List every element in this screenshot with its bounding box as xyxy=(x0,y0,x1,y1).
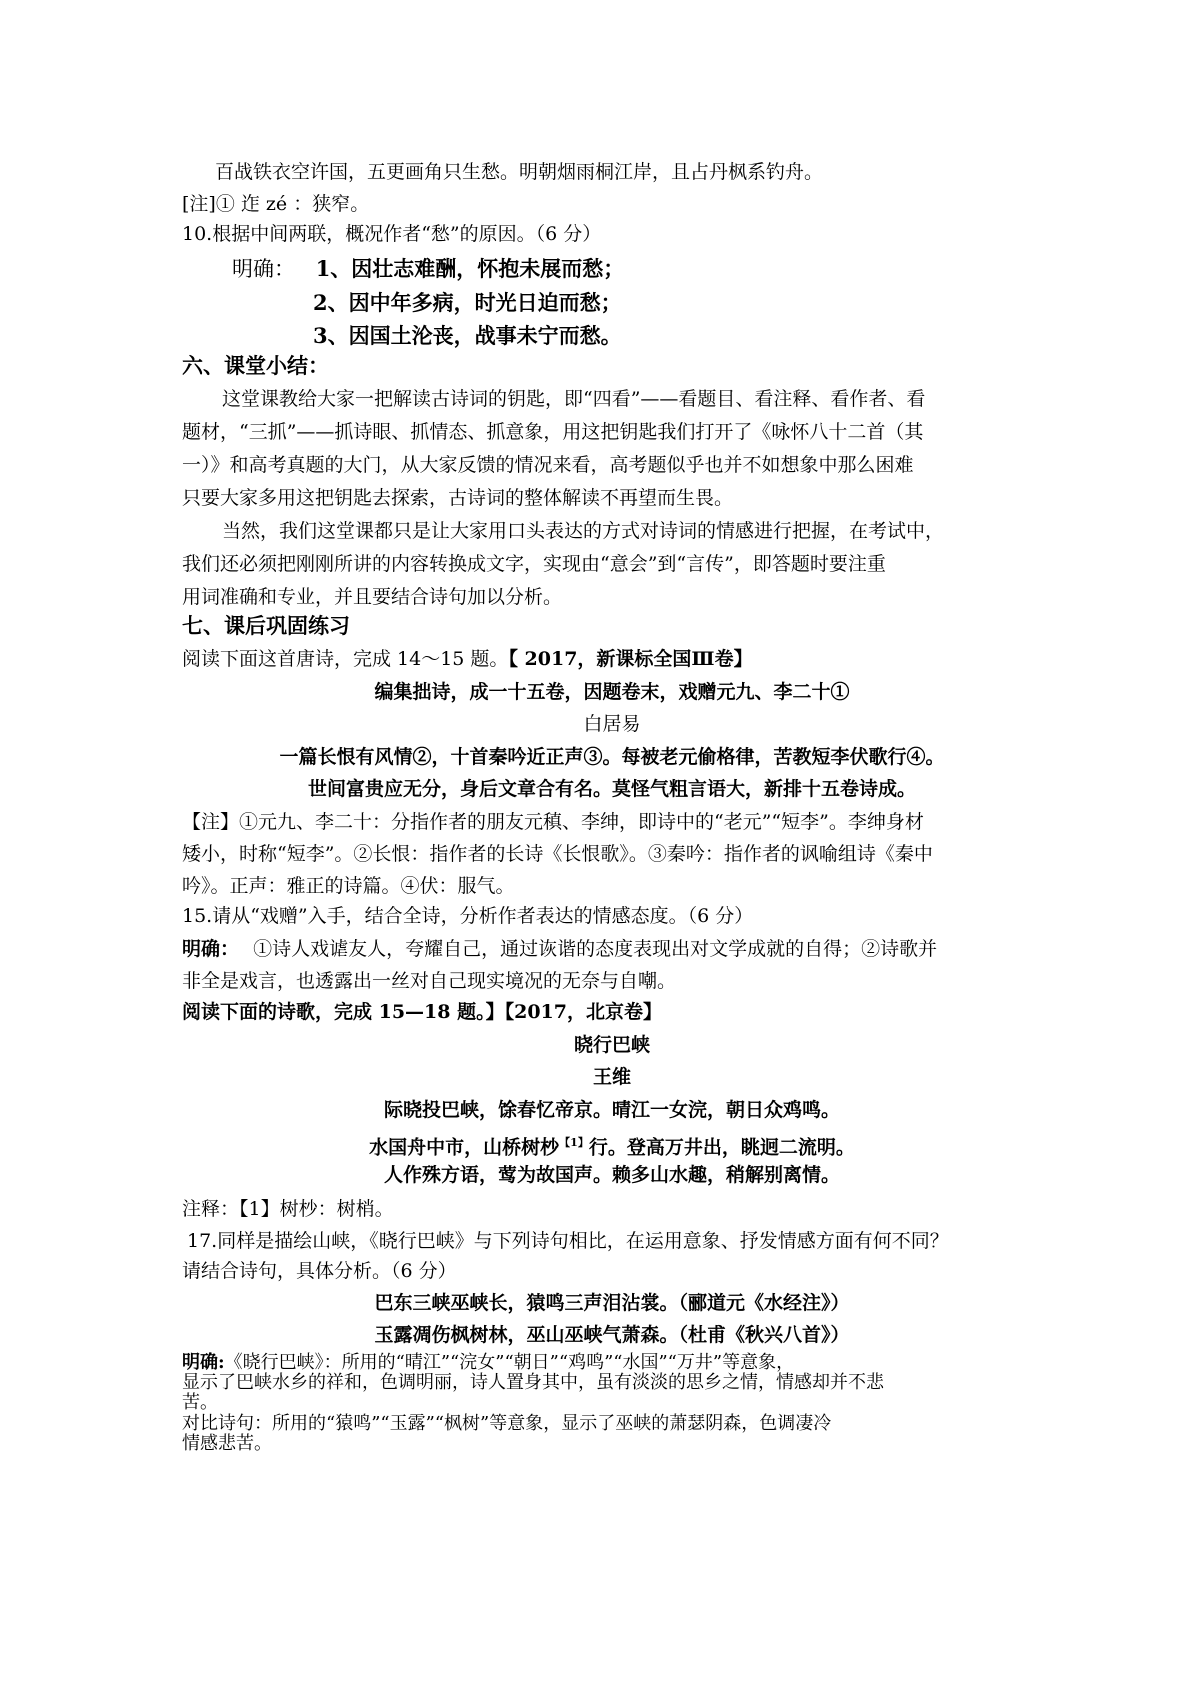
exercise-intro-16: 阅读下面的诗歌，完成 15—18 题。】【2017，北京卷】 xyxy=(182,1001,662,1023)
section-heading-7: 七、课后巩固练习 xyxy=(182,613,350,638)
exercise-source: 【 2017，新课标全国Ⅲ卷】 xyxy=(508,648,753,670)
answer-17-line-1 xyxy=(182,1353,1042,1373)
answer-10-line-3: 3、因国土沦丧，战事未宁而愁。 xyxy=(313,323,622,348)
answer-17-line-5: 情感悲苦。 xyxy=(182,1433,272,1454)
poem-2-line-1: 际晓投巴峡，馀春忆帝京。晴江一女浣，朝日众鸡鸣。 xyxy=(383,1099,840,1121)
answer-17-line-2: 显示了巴峡水乡的祥和，色调明丽，诗人置身其中，虽有淡淡的思乡之情，情感却并不悲 xyxy=(182,1372,884,1393)
poem-2-note: 注释：【1】树杪：树梢。 xyxy=(182,1198,394,1220)
poem-1-note-line-3: 吟》。正声：雅正的诗篇。④伏：服气。 xyxy=(182,875,515,897)
summary-paragraph-2-line-1: 当然，我们这堂课都只是让大家用口头表达的方式对诗词的情感进行把握，在考试中， xyxy=(222,520,945,542)
summary-paragraph-1-line-1: 这堂课教给大家一把解读古诗词的钥匙，即“四看”——看题目、看注释、看作者、看 xyxy=(222,388,926,410)
answer-text: 《晓行巴峡》：所用的“晴江”“浣女”“朝日”“鸡鸣”“水国”“万井”等意象， xyxy=(224,1352,795,1373)
poem-2-title: 晓行巴峡 xyxy=(573,1034,650,1056)
answer-label: 明确: xyxy=(182,1352,225,1373)
poem-1-note-line-2: 矮小，时称“短李”。②长恨：指作者的长诗《长恨歌》。③秦吟：指作者的讽喻组诗《秦中 xyxy=(182,843,933,865)
poem-1-line-2: 世间富贵应无分，身后文章合有名。莫怪气粗言语大，新排十五卷诗成。 xyxy=(307,778,916,800)
answer-label: 明确： xyxy=(182,938,240,960)
exercise-intro-14 xyxy=(182,647,1042,671)
answer-17-line-4: 对比诗句：所用的“猿鸣”“玉露”“枫树”等意象，显示了巫峡的萧瑟阴森，色调凄冷 xyxy=(182,1413,832,1434)
summary-paragraph-1-line-4: 只要大家多用这把钥匙去探索，古诗词的整体解读不再望而生畏。 xyxy=(182,487,734,509)
poem-2-line-3: 人作殊方语，莺为故国声。赖多山水趣，稍解别离情。 xyxy=(383,1164,840,1186)
answer-17-line-3: 苦。 xyxy=(182,1392,218,1413)
exercise-intro-text: 阅读下面这首唐诗，完成 14～15 题。 xyxy=(182,648,509,670)
annotation: [注]① 迮 zé ：狭窄。 xyxy=(182,193,370,215)
question-17-line-2: 请结合诗句，具体分析。（6 分） xyxy=(182,1260,457,1282)
poem-text: 行。登高万井出，眺迥二流明。 xyxy=(588,1136,855,1159)
poem-2-line-2 xyxy=(182,1131,1042,1159)
poem-1-title: 编集拙诗，成一十五卷，因题卷末，戏赠元九、李二十① xyxy=(374,681,850,703)
answer-10-line-2: 2、因中年多病，时光日迫而愁； xyxy=(313,290,622,315)
poem-1-line-1: 一篇长恨有风情②，十首秦吟近正声③。每被老元偷格律，苦教短李伏歌行④。 xyxy=(279,746,945,768)
poem-1-note-line-1: 【注】①元九、李二十：分指作者的朋友元稹、李绅，即诗中的“老元”“短李”。李绅身材 xyxy=(182,811,924,833)
comparison-poem-line-2: 玉露凋伤枫树林，巫山巫峡气萧森。（杜甫《秋兴八首》） xyxy=(374,1324,850,1346)
question-15: 15.请从“戏赠”入手，结合全诗，分析作者表达的情感态度。（6 分） xyxy=(182,905,754,927)
comparison-poem-line-1: 巴东三峡巫峡长，猿鸣三声泪沾裳。（郦道元《水经注》） xyxy=(374,1292,850,1314)
answer-text: ①诗人戏谑友人，夸耀自己，通过诙谐的态度表现出对文学成就的自得；②诗歌并 xyxy=(253,938,938,960)
answer-text: 1、因壮志难酬，怀抱未展而愁； xyxy=(315,256,625,281)
summary-paragraph-1-line-2: 题材，“三抓”——抓诗眼、抓情态、抓意象，用这把钥匙我们打开了《咏怀八十二首（其 xyxy=(182,421,924,443)
footnote-marker: 【1】 xyxy=(559,1136,589,1149)
answer-15-line-1 xyxy=(182,937,1042,961)
poem-1-author: 白居易 xyxy=(583,713,641,735)
answer-10-line-1 xyxy=(232,256,1092,282)
poem-2-author: 王维 xyxy=(592,1066,631,1088)
summary-paragraph-1-line-3: 一）》和高考真题的大门，从大家反馈的情况来看，高考题似乎也并不如想象中那么困难 xyxy=(182,454,914,476)
answer-15-line-2: 非全是戏言，也透露出一丝对自己现实境况的无奈与自嘲。 xyxy=(182,970,677,992)
summary-paragraph-2-line-3: 用词准确和专业，并且要结合诗句加以分析。 xyxy=(182,586,563,608)
answer-label: 明确： xyxy=(232,257,295,281)
question-10: 10.根据中间两联，概况作者“愁”的原因。（6 分） xyxy=(182,223,602,245)
section-heading-6: 六、课堂小结： xyxy=(182,353,329,378)
poem-line: 百战铁衣空许国，五更画角只生愁。明朝烟雨桐江岸，且占丹枫系钓舟。 xyxy=(215,161,824,183)
poem-text: 水国舟中市，山桥树杪 xyxy=(369,1136,560,1159)
summary-paragraph-2-line-2: 我们还必须把刚刚所讲的内容转换成文字，实现由“意会”到“言传”，即答题时要注重 xyxy=(182,553,886,575)
question-17-line-1: 17.同样是描绘山峡，《晓行巴峡》与下列诗句相比，在运用意象、抒发情感方面有何不同？ xyxy=(187,1230,949,1252)
